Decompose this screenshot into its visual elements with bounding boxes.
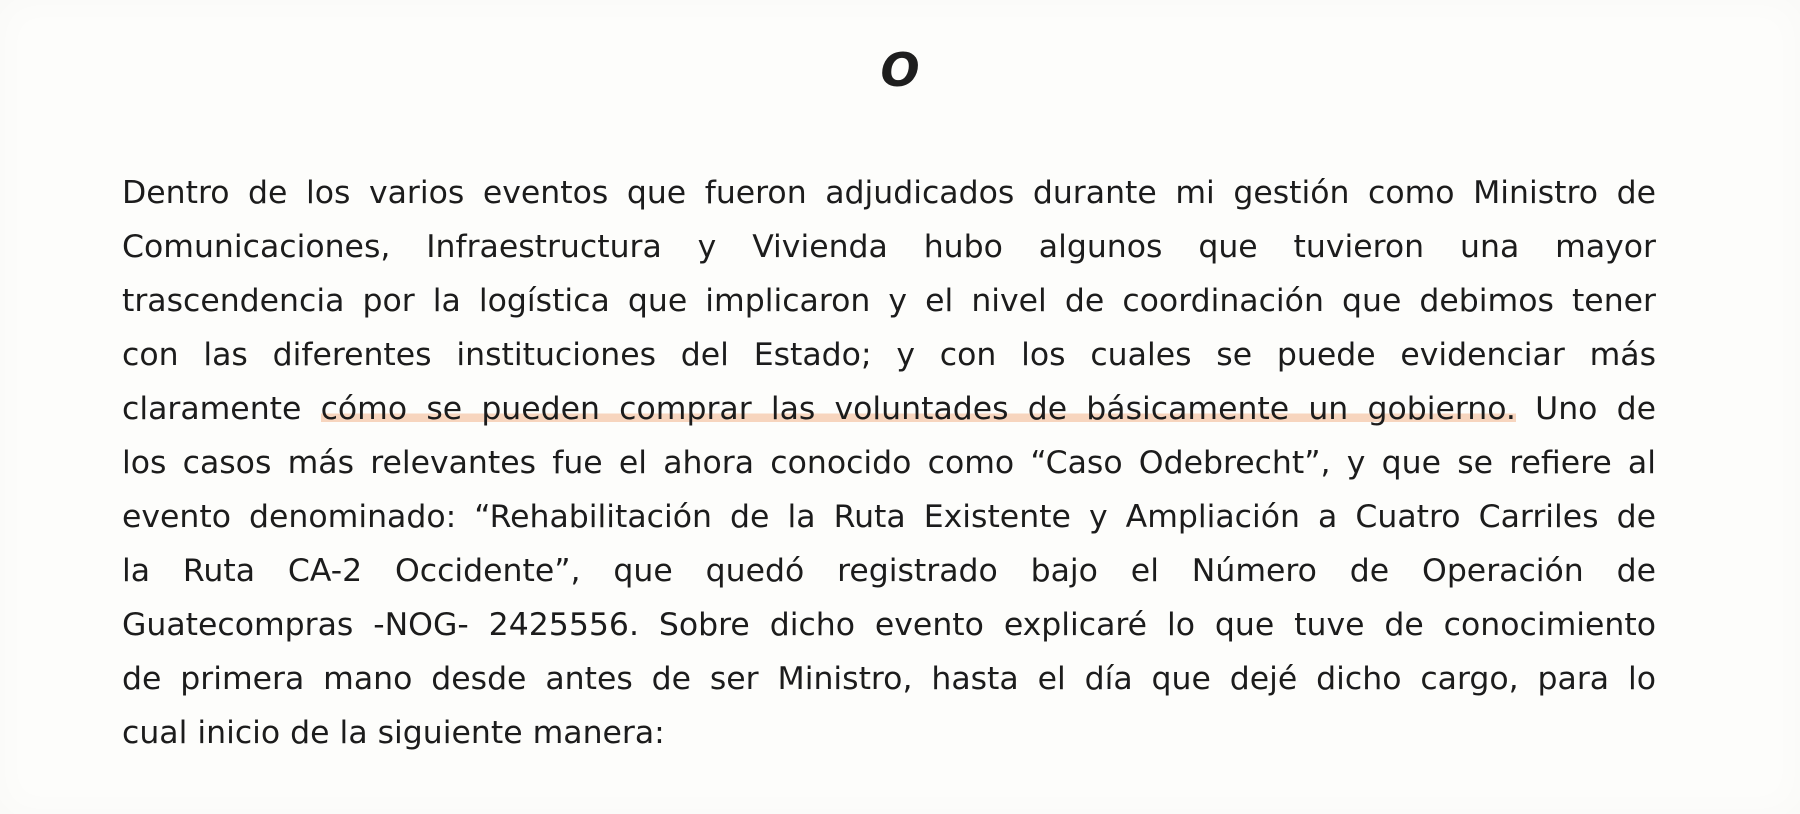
paragraph-line-2: Comunicaciones, Infraestructura y Vivienda hubo algunos que tuvieron una mayor xyxy=(122,229,1656,265)
paragraph-line-5 xyxy=(122,382,1656,436)
paragraph-line-10: de primera mano desde antes de ser Ministro, hasta el día que dejé dicho cargo, para lo xyxy=(122,661,1656,697)
highlighted-text: cómo se pueden comprar las voluntades de básicamente un gobierno. xyxy=(320,391,1516,427)
paragraph-line-3: trascendencia por la logística que implicaron y el nivel de coordinación que debimos tener xyxy=(122,283,1656,319)
paragraph-line-8: la Ruta CA-2 Occidente”, que quedó registrado bajo el Número de Operación de xyxy=(122,553,1656,589)
body-paragraph xyxy=(122,166,1656,760)
paragraph-line-9: Guatecompras -NOG- 2425556. Sobre dicho evento explicaré lo que tuve de conocimiento xyxy=(122,607,1656,643)
page-heading: O xyxy=(880,43,920,97)
paragraph-line-6: los casos más relevantes fue el ahora conocido como “Caso Odebrecht”, y que se refiere al xyxy=(122,445,1656,481)
paragraph-line-1: Dentro de los varios eventos que fueron adjudicados durante mi gestión como Ministro de xyxy=(122,175,1656,211)
paragraph-line-11: cual inicio de la siguiente manera: xyxy=(122,715,665,751)
line-5-before: claramente xyxy=(122,391,321,427)
line-5-after: Uno de xyxy=(1515,391,1657,427)
paragraph-line-7: evento denominado: “Rehabilitación de la Ruta Existente y Ampliación a Cuatro Carriles de xyxy=(122,499,1656,535)
paragraph-line-4: con las diferentes instituciones del Estado; y con los cuales se puede evidenciar más xyxy=(122,337,1656,373)
